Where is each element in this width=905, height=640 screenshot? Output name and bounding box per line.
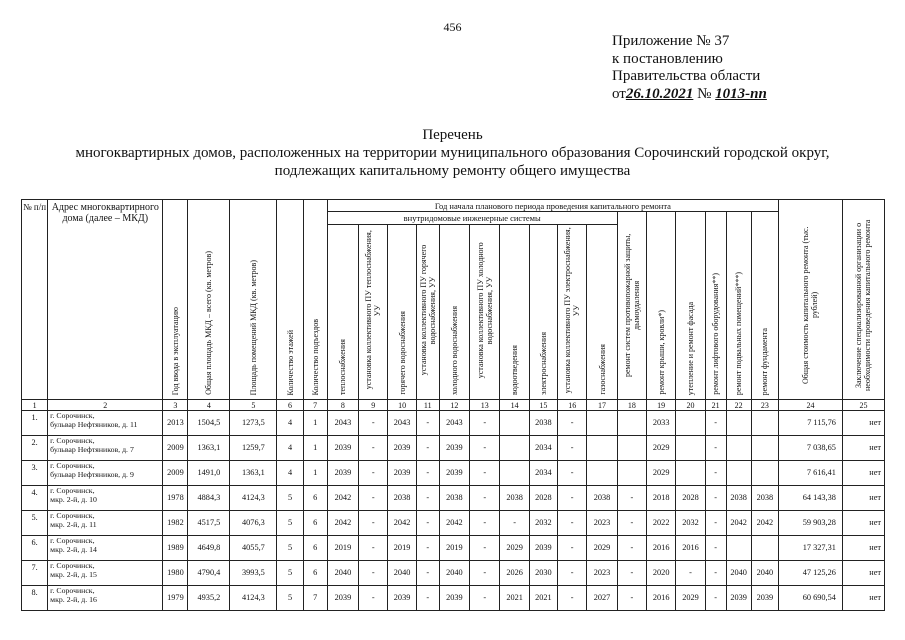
cell-c22: [726, 411, 751, 436]
cell-c17: 2038: [587, 486, 617, 511]
column-number: 15: [529, 400, 557, 411]
column-number: 19: [647, 400, 676, 411]
cell-c9: -: [359, 511, 388, 536]
cell-c11: -: [416, 536, 439, 561]
cell-c13: -: [470, 586, 500, 611]
column-number: 20: [676, 400, 705, 411]
cell-c12: 2039: [439, 461, 469, 486]
cell-c19: 2016: [647, 586, 676, 611]
cell-cost: 47 125,26: [779, 561, 843, 586]
address-cell: [48, 511, 163, 536]
cell-c15: 2032: [529, 511, 557, 536]
number-sign: №: [697, 85, 712, 102]
column-number: 6: [277, 400, 303, 411]
col-header-electricity: электроснабжения: [529, 224, 557, 399]
address-street: мкр. 2-й, д. 15: [50, 570, 97, 579]
cell-c14: [500, 436, 529, 461]
column-number: 13: [470, 400, 500, 411]
cell-c20: 2016: [676, 536, 705, 561]
cell-c15: 2030: [529, 561, 557, 586]
cell-c14: -: [500, 511, 529, 536]
cell-c23: [751, 436, 778, 461]
table-row: [22, 411, 885, 436]
col-header-heating: теплоснабжения: [327, 224, 358, 399]
cell-year: 1978: [163, 486, 188, 511]
column-number: 17: [587, 400, 617, 411]
cell-c21: -: [705, 461, 726, 486]
row-number: 2.: [22, 436, 48, 461]
column-number: 9: [359, 400, 388, 411]
cell-c15: 2034: [529, 436, 557, 461]
cell-c16: -: [558, 411, 587, 436]
col-header-conclusion: Заключение специализированной организации о необходимости проведения капитального ремонта: [842, 200, 884, 400]
column-number: 8: [327, 400, 358, 411]
col-header-total-cost: Общая стоимость капитального ремонта (тыс. рублей): [779, 200, 843, 400]
cell-c22: 2039: [726, 586, 751, 611]
cell-c8: 2039: [327, 586, 358, 611]
cell-c21: -: [705, 586, 726, 611]
cell-concl: нет: [842, 436, 884, 461]
cell-ent: 1: [303, 436, 327, 461]
cell-c20: 2028: [676, 486, 705, 511]
address-cell: [48, 486, 163, 511]
document-heading: [0, 126, 905, 180]
cell-c14: [500, 411, 529, 436]
column-number: 14: [500, 400, 529, 411]
cell-c19: 2029: [647, 436, 676, 461]
cell-total: 1363,1: [188, 436, 230, 461]
col-header-total-area: Общая площадь МКД – всего (кв. метров): [188, 200, 230, 400]
column-number: 1: [22, 400, 48, 411]
cell-c18: -: [617, 561, 646, 586]
cell-total: 1504,5: [188, 411, 230, 436]
address-street: мкр. 2-й, д. 11: [50, 520, 97, 529]
cell-c8: 2042: [327, 486, 358, 511]
cell-c17: 2023: [587, 561, 617, 586]
column-number: 2: [48, 400, 163, 411]
cell-cost: 60 690,54: [779, 586, 843, 611]
column-number: 22: [726, 400, 751, 411]
cell-c19: 2033: [647, 411, 676, 436]
column-number: 16: [558, 400, 587, 411]
cell-c16: -: [558, 436, 587, 461]
col-header-hot-water-meter: установка коллективного ПУ горячего водоснабжения, УУ: [416, 224, 439, 399]
cell-c17: 2023: [587, 511, 617, 536]
column-number: 18: [617, 400, 646, 411]
cell-c19: 2018: [647, 486, 676, 511]
cell-c10: 2019: [388, 536, 416, 561]
cell-prem: 1273,5: [230, 411, 277, 436]
cell-ent: 7: [303, 586, 327, 611]
col-header-engineering: внутридомовые инженерные системы: [327, 212, 617, 225]
heading-title: Перечень: [422, 127, 483, 143]
cell-cost: 59 903,28: [779, 511, 843, 536]
column-number: 23: [751, 400, 778, 411]
cell-c15: 2039: [529, 536, 557, 561]
cell-concl: нет: [842, 536, 884, 561]
cell-total: 1491,0: [188, 461, 230, 486]
cell-cost: 7 115,76: [779, 411, 843, 436]
cell-c21: -: [705, 536, 726, 561]
table-row: [22, 536, 885, 561]
appendix-line-date: [612, 86, 767, 104]
cell-c11: -: [416, 411, 439, 436]
cell-year: 2009: [163, 436, 188, 461]
col-header-basement: ремонт подвальных помещений***): [726, 212, 751, 400]
cell-c16: -: [558, 561, 587, 586]
cell-c10: 2038: [388, 486, 416, 511]
cell-c12: 2019: [439, 536, 469, 561]
cell-c22: [726, 436, 751, 461]
cell-c20: 2029: [676, 586, 705, 611]
column-number: 5: [230, 400, 277, 411]
table-row: [22, 436, 885, 461]
cell-c22: [726, 461, 751, 486]
col-header-period: Год начала планового периода проведения капитального ремонта: [327, 200, 778, 212]
cell-year: 1982: [163, 511, 188, 536]
column-number: 11: [416, 400, 439, 411]
cell-c17: 2027: [587, 586, 617, 611]
cell-floors: 4: [277, 436, 303, 461]
cell-prem: 4124,3: [230, 586, 277, 611]
cell-c14: 2021: [500, 586, 529, 611]
cell-c14: 2038: [500, 486, 529, 511]
cell-c9: -: [359, 411, 388, 436]
cell-c14: 2029: [500, 536, 529, 561]
cell-c19: 2016: [647, 536, 676, 561]
cell-c21: -: [705, 486, 726, 511]
cell-c12: 2038: [439, 486, 469, 511]
cell-c15: 2038: [529, 411, 557, 436]
address-cell: [48, 461, 163, 486]
cell-c9: -: [359, 561, 388, 586]
cell-concl: нет: [842, 411, 884, 436]
cell-c23: [751, 536, 778, 561]
cell-c12: 2042: [439, 511, 469, 536]
cell-c11: -: [416, 511, 439, 536]
col-header-num: № п/п: [22, 200, 48, 400]
cell-c11: -: [416, 586, 439, 611]
address-street: бульвар Нефтяников, д. 9: [50, 470, 134, 479]
col-header-cold-water-meter: установка коллективного ПУ холодного водоснабжения, УУ: [470, 224, 500, 399]
cell-c19: 2020: [647, 561, 676, 586]
cell-year: 1980: [163, 561, 188, 586]
handwritten-number: 1013-пп: [715, 85, 767, 102]
cell-c14: [500, 461, 529, 486]
cell-c11: -: [416, 461, 439, 486]
cell-floors: 5: [277, 536, 303, 561]
cell-prem: 1363,1: [230, 461, 277, 486]
cell-c23: 2040: [751, 561, 778, 586]
row-number: 4.: [22, 486, 48, 511]
cell-ent: 6: [303, 486, 327, 511]
col-header-roof: ремонт крыши, кровли*): [647, 212, 676, 400]
cell-concl: нет: [842, 561, 884, 586]
cell-c12: 2039: [439, 586, 469, 611]
cell-cost: 7 038,65: [779, 436, 843, 461]
cell-c8: 2043: [327, 411, 358, 436]
cell-c19: 2022: [647, 511, 676, 536]
cell-c13: -: [470, 536, 500, 561]
cell-c10: 2039: [388, 586, 416, 611]
column-number-row: [22, 400, 885, 411]
table-body: [22, 411, 885, 611]
cell-c11: -: [416, 561, 439, 586]
cell-c8: 2039: [327, 436, 358, 461]
address-cell: [48, 411, 163, 436]
col-header-floors: Количество этажей: [277, 200, 303, 400]
cell-floors: 4: [277, 411, 303, 436]
cell-ent: 6: [303, 511, 327, 536]
cell-c10: 2040: [388, 561, 416, 586]
cell-c9: -: [359, 536, 388, 561]
cell-c17: [587, 461, 617, 486]
column-number: 25: [842, 400, 884, 411]
address-city: г. Сорочинск,: [50, 436, 95, 445]
cell-c20: 2032: [676, 511, 705, 536]
cell-c13: -: [470, 411, 500, 436]
cell-c22: 2040: [726, 561, 751, 586]
cell-total: 4517,5: [188, 511, 230, 536]
cell-total: 4790,4: [188, 561, 230, 586]
cell-c20: [676, 461, 705, 486]
cell-c9: -: [359, 461, 388, 486]
cell-c18: [617, 411, 646, 436]
cell-c21: -: [705, 411, 726, 436]
col-header-elevator: ремонт лифтового оборудования**): [705, 212, 726, 400]
cell-c22: [726, 536, 751, 561]
cell-floors: 5: [277, 561, 303, 586]
cell-total: 4884,3: [188, 486, 230, 511]
cell-c11: -: [416, 486, 439, 511]
col-header-cold-water: холодного водоснабжения: [439, 224, 469, 399]
cell-c9: -: [359, 436, 388, 461]
row-number: 8.: [22, 586, 48, 611]
cell-prem: 4076,3: [230, 511, 277, 536]
handwritten-date: 26.10.2021: [625, 85, 694, 102]
appendix-line-government: Правительства области: [612, 68, 761, 84]
heading-subtitle: многоквартирных домов, расположенных на территории муниципального образования Сорочинский городской округ,: [75, 145, 830, 161]
cell-c20: [676, 436, 705, 461]
cell-c16: -: [558, 486, 587, 511]
cell-ent: 6: [303, 561, 327, 586]
cell-c21: -: [705, 561, 726, 586]
address-city: г. Сорочинск,: [50, 586, 95, 595]
address-city: г. Сорочинск,: [50, 536, 95, 545]
cell-c10: 2039: [388, 436, 416, 461]
cell-year: 1989: [163, 536, 188, 561]
cell-concl: нет: [842, 461, 884, 486]
col-header-hot-water: горячего водоснабжения: [388, 224, 416, 399]
column-number: 24: [779, 400, 843, 411]
cell-c9: -: [359, 486, 388, 511]
column-number: 3: [163, 400, 188, 411]
cell-c15: 2034: [529, 461, 557, 486]
page-number: 456: [443, 20, 462, 34]
cell-c16: -: [558, 511, 587, 536]
cell-c11: -: [416, 436, 439, 461]
cell-year: 2009: [163, 461, 188, 486]
row-number: 1.: [22, 411, 48, 436]
cell-c20: -: [676, 561, 705, 586]
cell-c18: [617, 436, 646, 461]
cell-c17: [587, 436, 617, 461]
cell-c18: -: [617, 536, 646, 561]
cell-c12: 2043: [439, 411, 469, 436]
cell-c21: -: [705, 511, 726, 536]
address-city: г. Сорочинск,: [50, 411, 95, 420]
address-cell: [48, 536, 163, 561]
row-number: 7.: [22, 561, 48, 586]
cell-floors: 4: [277, 461, 303, 486]
cell-c10: 2039: [388, 461, 416, 486]
address-city: г. Сорочинск,: [50, 561, 95, 570]
cell-c23: 2039: [751, 586, 778, 611]
address-street: бульвар Нефтяников, д. 7: [50, 445, 134, 454]
cell-c23: [751, 411, 778, 436]
heading-subtitle-2: подлежащих капитальному ремонту общего имущества: [274, 163, 631, 179]
cell-prem: 4055,7: [230, 536, 277, 561]
cell-total: 4649,8: [188, 536, 230, 561]
col-header-foundation: ремонт фундамента: [751, 212, 778, 400]
cell-c16: -: [558, 586, 587, 611]
cell-c22: 2038: [726, 486, 751, 511]
address-city: г. Сорочинск,: [50, 486, 95, 495]
address-street: мкр. 2-й, д. 10: [50, 495, 97, 504]
table-row: [22, 511, 885, 536]
cell-c23: 2038: [751, 486, 778, 511]
column-number: 21: [705, 400, 726, 411]
cell-c8: 2019: [327, 536, 358, 561]
cell-c17: 2029: [587, 536, 617, 561]
col-header-entrances: Количество подъездов: [303, 200, 327, 400]
cell-ent: 1: [303, 411, 327, 436]
col-header-facade: утепление и ремонт фасада: [676, 212, 705, 400]
col-header-year-built: Год ввода в эксплуатацию: [163, 200, 188, 400]
cell-c22: 2042: [726, 511, 751, 536]
cell-c13: -: [470, 461, 500, 486]
table-row: [22, 561, 885, 586]
cell-concl: нет: [842, 586, 884, 611]
cell-c13: -: [470, 436, 500, 461]
address-street: мкр. 2-й, д. 16: [50, 595, 97, 604]
appendix-line-resolution: к постановлению: [612, 50, 723, 67]
cell-year: 1979: [163, 586, 188, 611]
cell-c9: -: [359, 586, 388, 611]
address-city: г. Сорочинск,: [50, 511, 95, 520]
appendix-title: Приложение № 37: [612, 33, 730, 49]
cell-c12: 2040: [439, 561, 469, 586]
cell-c10: 2043: [388, 411, 416, 436]
cell-c10: 2042: [388, 511, 416, 536]
appendix-block: [612, 33, 767, 103]
address-cell: [48, 436, 163, 461]
cell-prem: 3993,5: [230, 561, 277, 586]
cell-c13: -: [470, 486, 500, 511]
cell-year: 2013: [163, 411, 188, 436]
col-header-gas: газоснабжения: [587, 224, 617, 399]
cell-c19: 2029: [647, 461, 676, 486]
cell-c8: 2039: [327, 461, 358, 486]
row-number: 6.: [22, 536, 48, 561]
buildings-table: [21, 199, 885, 611]
table-row: [22, 586, 885, 611]
cell-ent: 6: [303, 536, 327, 561]
address-city: г. Сорочинск,: [50, 461, 95, 470]
address-street: мкр. 2-й, д. 14: [50, 545, 97, 554]
address-cell: [48, 586, 163, 611]
col-header-premises-area: Площадь помещений МКД (кв. метров): [230, 200, 277, 400]
table-row: [22, 486, 885, 511]
table-row: [22, 461, 885, 486]
col-header-drainage: водоотведения: [500, 224, 529, 399]
cell-prem: 1259,7: [230, 436, 277, 461]
cell-ent: 1: [303, 461, 327, 486]
cell-c12: 2039: [439, 436, 469, 461]
cell-cost: 64 143,38: [779, 486, 843, 511]
row-number: 3.: [22, 461, 48, 486]
cell-c16: -: [558, 461, 587, 486]
row-number: 5.: [22, 511, 48, 536]
address-street: бульвар Нефтяников, д. 11: [50, 420, 138, 429]
cell-c18: -: [617, 586, 646, 611]
column-number: 7: [303, 400, 327, 411]
cell-concl: нет: [842, 511, 884, 536]
cell-c14: 2026: [500, 561, 529, 586]
col-header-heat-meter: установка коллективного ПУ теплоснабжения, УУ: [359, 224, 388, 399]
cell-c23: 2042: [751, 511, 778, 536]
cell-c13: -: [470, 561, 500, 586]
column-number: 10: [388, 400, 416, 411]
cell-concl: нет: [842, 486, 884, 511]
cell-c18: -: [617, 486, 646, 511]
cell-total: 4935,2: [188, 586, 230, 611]
cell-c8: 2040: [327, 561, 358, 586]
cell-c18: [617, 461, 646, 486]
cell-cost: 7 616,41: [779, 461, 843, 486]
cell-floors: 5: [277, 511, 303, 536]
cell-c15: 2028: [529, 486, 557, 511]
column-number: 4: [188, 400, 230, 411]
address-cell: [48, 561, 163, 586]
col-header-electricity-meter: установка коллективного ПУ электроснабжения, УУ: [558, 224, 587, 399]
cell-cost: 17 327,31: [779, 536, 843, 561]
cell-c13: -: [470, 511, 500, 536]
cell-c23: [751, 461, 778, 486]
cell-c20: [676, 411, 705, 436]
cell-c16: -: [558, 536, 587, 561]
cell-prem: 4124,3: [230, 486, 277, 511]
cell-floors: 5: [277, 486, 303, 511]
cell-floors: 5: [277, 586, 303, 611]
cell-c17: [587, 411, 617, 436]
cell-c8: 2042: [327, 511, 358, 536]
col-header-smoke-removal: ремонт систем противопожарной защиты, дымоудаления: [617, 212, 646, 400]
column-number: 12: [439, 400, 469, 411]
cell-c21: -: [705, 436, 726, 461]
cell-c18: -: [617, 511, 646, 536]
cell-c15: 2021: [529, 586, 557, 611]
appendix-from: от: [612, 85, 626, 102]
col-header-address: Адрес многоквартирного дома (далее – МКД): [48, 200, 163, 400]
